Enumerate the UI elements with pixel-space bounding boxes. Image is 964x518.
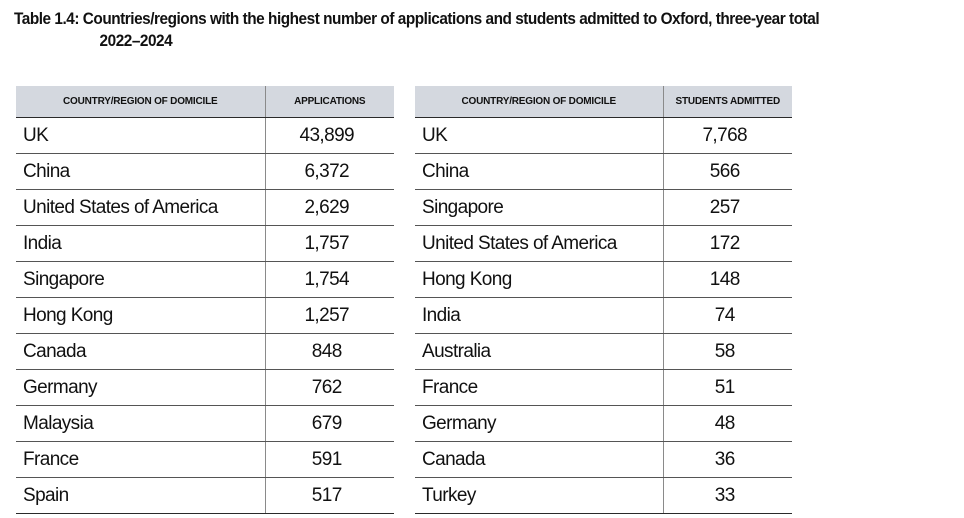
value-cell: 58 <box>663 334 792 370</box>
table-row <box>415 226 792 262</box>
table-row <box>415 262 792 298</box>
value-cell: 848 <box>265 334 394 370</box>
country-cell: China <box>16 154 265 190</box>
country-cell: France <box>415 370 663 406</box>
value-cell: 566 <box>663 154 792 190</box>
country-cell: India <box>16 226 265 262</box>
value-cell: 36 <box>663 442 792 478</box>
country-cell: France <box>16 442 265 478</box>
table-row <box>415 406 792 442</box>
country-cell: China <box>415 154 663 190</box>
applications-table-header <box>16 86 394 118</box>
country-cell: United States of America <box>16 190 265 226</box>
table-row <box>415 154 792 190</box>
table-row <box>415 442 792 478</box>
value-cell: 1,257 <box>265 298 394 334</box>
country-cell: UK <box>16 118 265 154</box>
value-cell: 74 <box>663 298 792 334</box>
value-cell: 1,754 <box>265 262 394 298</box>
table-row <box>415 370 792 406</box>
admitted-table-header <box>415 86 792 118</box>
value-cell: 7,768 <box>663 118 792 154</box>
value-cell: 43,899 <box>265 118 394 154</box>
table-row <box>16 262 394 298</box>
value-cell: 517 <box>265 478 394 514</box>
value-cell: 257 <box>663 190 792 226</box>
table-title-line1: Table 1.4: Countries/regions with the highest number of applications and students admitted to Oxford, three-year total <box>14 10 820 28</box>
country-cell: India <box>415 298 663 334</box>
country-cell: Singapore <box>16 262 265 298</box>
value-cell: 679 <box>265 406 394 442</box>
country-cell: Canada <box>16 334 265 370</box>
table-row <box>415 298 792 334</box>
table-row <box>16 118 394 154</box>
value-cell: 591 <box>265 442 394 478</box>
table-row <box>415 478 792 514</box>
table-title <box>14 8 888 52</box>
admitted-table-body <box>415 118 792 514</box>
table-row <box>16 190 394 226</box>
country-cell: Germany <box>16 370 265 406</box>
header-students-admitted: STUDENTS ADMITTED <box>663 86 792 118</box>
table-row <box>16 154 394 190</box>
table-row <box>16 406 394 442</box>
applications-table <box>16 86 394 514</box>
value-cell: 33 <box>663 478 792 514</box>
country-cell: Malaysia <box>16 406 265 442</box>
country-cell: Singapore <box>415 190 663 226</box>
value-cell: 172 <box>663 226 792 262</box>
country-cell: Hong Kong <box>16 298 265 334</box>
table-row <box>415 334 792 370</box>
value-cell: 51 <box>663 370 792 406</box>
country-cell: Spain <box>16 478 265 514</box>
table-row <box>16 334 394 370</box>
header-country: COUNTRY/REGION OF DOMICILE <box>16 86 265 118</box>
country-cell: Hong Kong <box>415 262 663 298</box>
value-cell: 148 <box>663 262 792 298</box>
country-cell: Australia <box>415 334 663 370</box>
country-cell: Canada <box>415 442 663 478</box>
table-row <box>415 190 792 226</box>
value-cell: 762 <box>265 370 394 406</box>
country-cell: UK <box>415 118 663 154</box>
admitted-table <box>415 86 792 514</box>
table-row <box>16 370 394 406</box>
value-cell: 6,372 <box>265 154 394 190</box>
applications-table-body <box>16 118 394 514</box>
header-country: COUNTRY/REGION OF DOMICILE <box>415 86 663 118</box>
table-row <box>16 478 394 514</box>
country-cell: Germany <box>415 406 663 442</box>
table-row <box>16 442 394 478</box>
country-cell: Turkey <box>415 478 663 514</box>
country-cell: United States of America <box>415 226 663 262</box>
header-row <box>16 86 394 118</box>
table-row <box>16 298 394 334</box>
table-row <box>16 226 394 262</box>
table-row <box>415 118 792 154</box>
table-title-line2: 2022–2024 <box>99 32 173 50</box>
value-cell: 1,757 <box>265 226 394 262</box>
header-row <box>415 86 792 118</box>
value-cell: 2,629 <box>265 190 394 226</box>
header-applications: APPLICATIONS <box>265 86 394 118</box>
value-cell: 48 <box>663 406 792 442</box>
